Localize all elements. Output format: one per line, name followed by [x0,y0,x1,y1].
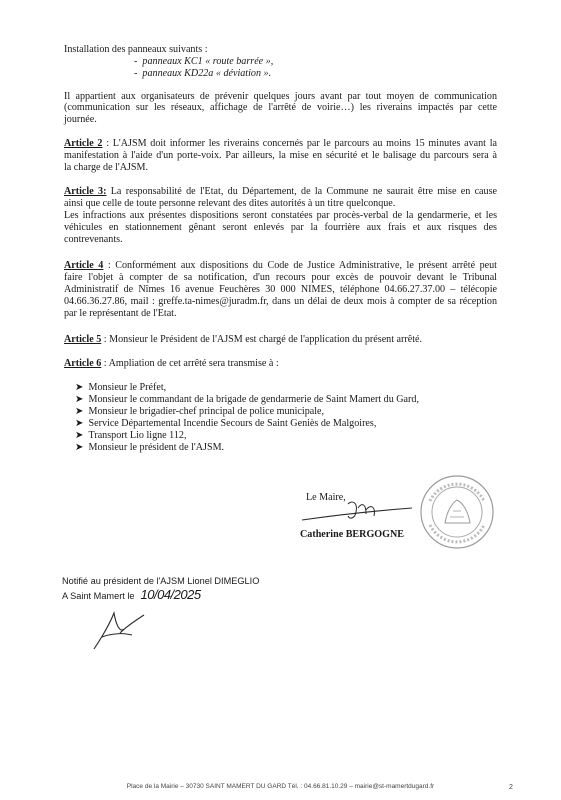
panel-kd22a: panneaux KD22a « déviation ». [142,68,272,79]
signature-role: Le Maire, [306,492,346,503]
paragraph-line: journée. [64,114,97,125]
article-5-line [64,334,422,346]
intro-line: Installation des panneaux suivants : [64,44,208,55]
arrow-bullet-icon: ➤ [75,418,89,429]
article-3-line: Les infractions aux présentes dispositions seront constatées par procès-verbal de la gendarmerie, et les [64,210,497,221]
list-item: ➤ Transport Lio ligne 112, [75,430,187,441]
signatory-name: Catherine BERGOGNE [300,529,405,540]
arrow-bullet-icon: ➤ [75,406,89,417]
panel-item [134,56,273,68]
president-signature [84,603,148,653]
article-3-line: ainsi que celle de toute personne relevant des dites autorités à un titre quelconque. [64,198,396,209]
panel-kc1: panneaux KC1 « route barrée », [142,56,274,67]
list-item: ➤ Monsieur le président de l'AJSM. [75,442,225,453]
article-4-line: Administratif de Nîmes 16 avenue Feuchères 30 000 NIMES, téléphone 04.66.27.37.00 – télécopie [64,284,497,295]
article-3-line: véhicules en stationnement gênant seront enlevés par la fourrière aux frais et aux risques des [64,222,497,233]
article-4-line: par le représentant de l'Etat. [64,308,177,319]
dash: - [134,56,143,67]
article-2-line: manifestation à l'aide d'un porte-voix. Par ailleurs, la mise en sécurité et le balisage du parcours sera à [64,150,497,161]
article-2-line: la charge de l'AJSM. [64,162,149,173]
article-3-line: contrevenants. [64,234,123,245]
article-4-line: faire l'objet à compter de sa notification, d'un recours pour excès de pouvoir devant le Tribunal [64,272,497,283]
list-item: ➤ Monsieur le Préfet, [75,382,167,393]
article-3-text: La responsabilité de l'Etat, du Département, de la Commune ne saurait être mise en cause [106,186,497,197]
article-3-line [64,186,497,198]
article-2-label: Article 2 [64,138,103,149]
paragraph-line: Il appartient aux organisateurs de prévenir quelques jours avant par tout moyen de communication [64,91,497,102]
article-4-text: : Conformément aux dispositions du Code de Justice Administrative, le présent arrêté peut [103,260,497,271]
official-stamp-icon [418,473,496,551]
dash: - [134,68,143,79]
article-4-label: Article 4 [64,260,104,271]
article-4-line [64,260,497,272]
arrow-bullet-icon: ➤ [75,394,89,405]
list-item: ➤ Monsieur le commandant de la brigade de gendarmerie de Saint Mamert du Gard, [75,394,419,405]
list-item: ➤ Monsieur le brigadier-chef principal de police municipale, [75,406,325,417]
arrow-bullet-icon: ➤ [75,382,89,393]
handwritten-date: 10/04/2025 [140,587,201,602]
article-3-label: Article 3: [64,186,107,197]
article-5-label: Article 5 [64,334,102,345]
article-6-label: Article 6 [64,358,102,369]
footer-address: Place de la Mairie – 30730 SAINT MAMERT DU GARD Tél. : 04.66.81.10.29 – mairie@st-mamertdugard.fr [126,783,435,790]
list-item: ➤ Service Départemental Incendie Secours de Saint Geniès de Malgoires, [75,418,377,429]
article-6-line [64,358,279,370]
arrow-bullet-icon: ➤ [75,430,89,441]
panel-item [134,68,271,80]
page-footer [0,783,561,790]
notification-line: A Saint Mamert le 10/04/2025 [62,587,201,602]
article-4-line: 04.66.36.27.86, mail : greffe.ta-nimes@juradm.fr, dans un délai de deux mois à compter de sa réception [64,296,497,307]
mayor-signature [300,498,420,524]
page-number: 2 [509,784,513,791]
article-2-line [64,138,497,150]
article-2-text: : L'AJSM doit informer les riverains concernés par le parcours au moins 15 minutes avant la [102,138,497,149]
article-6-text: : Ampliation de cet arrêté sera transmise à : [101,358,279,369]
arrow-bullet-icon: ➤ [75,442,89,453]
paragraph-line: (communication sur les réseaux, affichage de l'arrêté de voirie…) les riverains impactés par cette [64,102,497,113]
notification-line: Notifié au président de l'AJSM Lionel DIMEGLIO [62,576,260,586]
article-5-text: : Monsieur le Président de l'AJSM est chargé de l'application du présent arrêté. [101,334,423,345]
